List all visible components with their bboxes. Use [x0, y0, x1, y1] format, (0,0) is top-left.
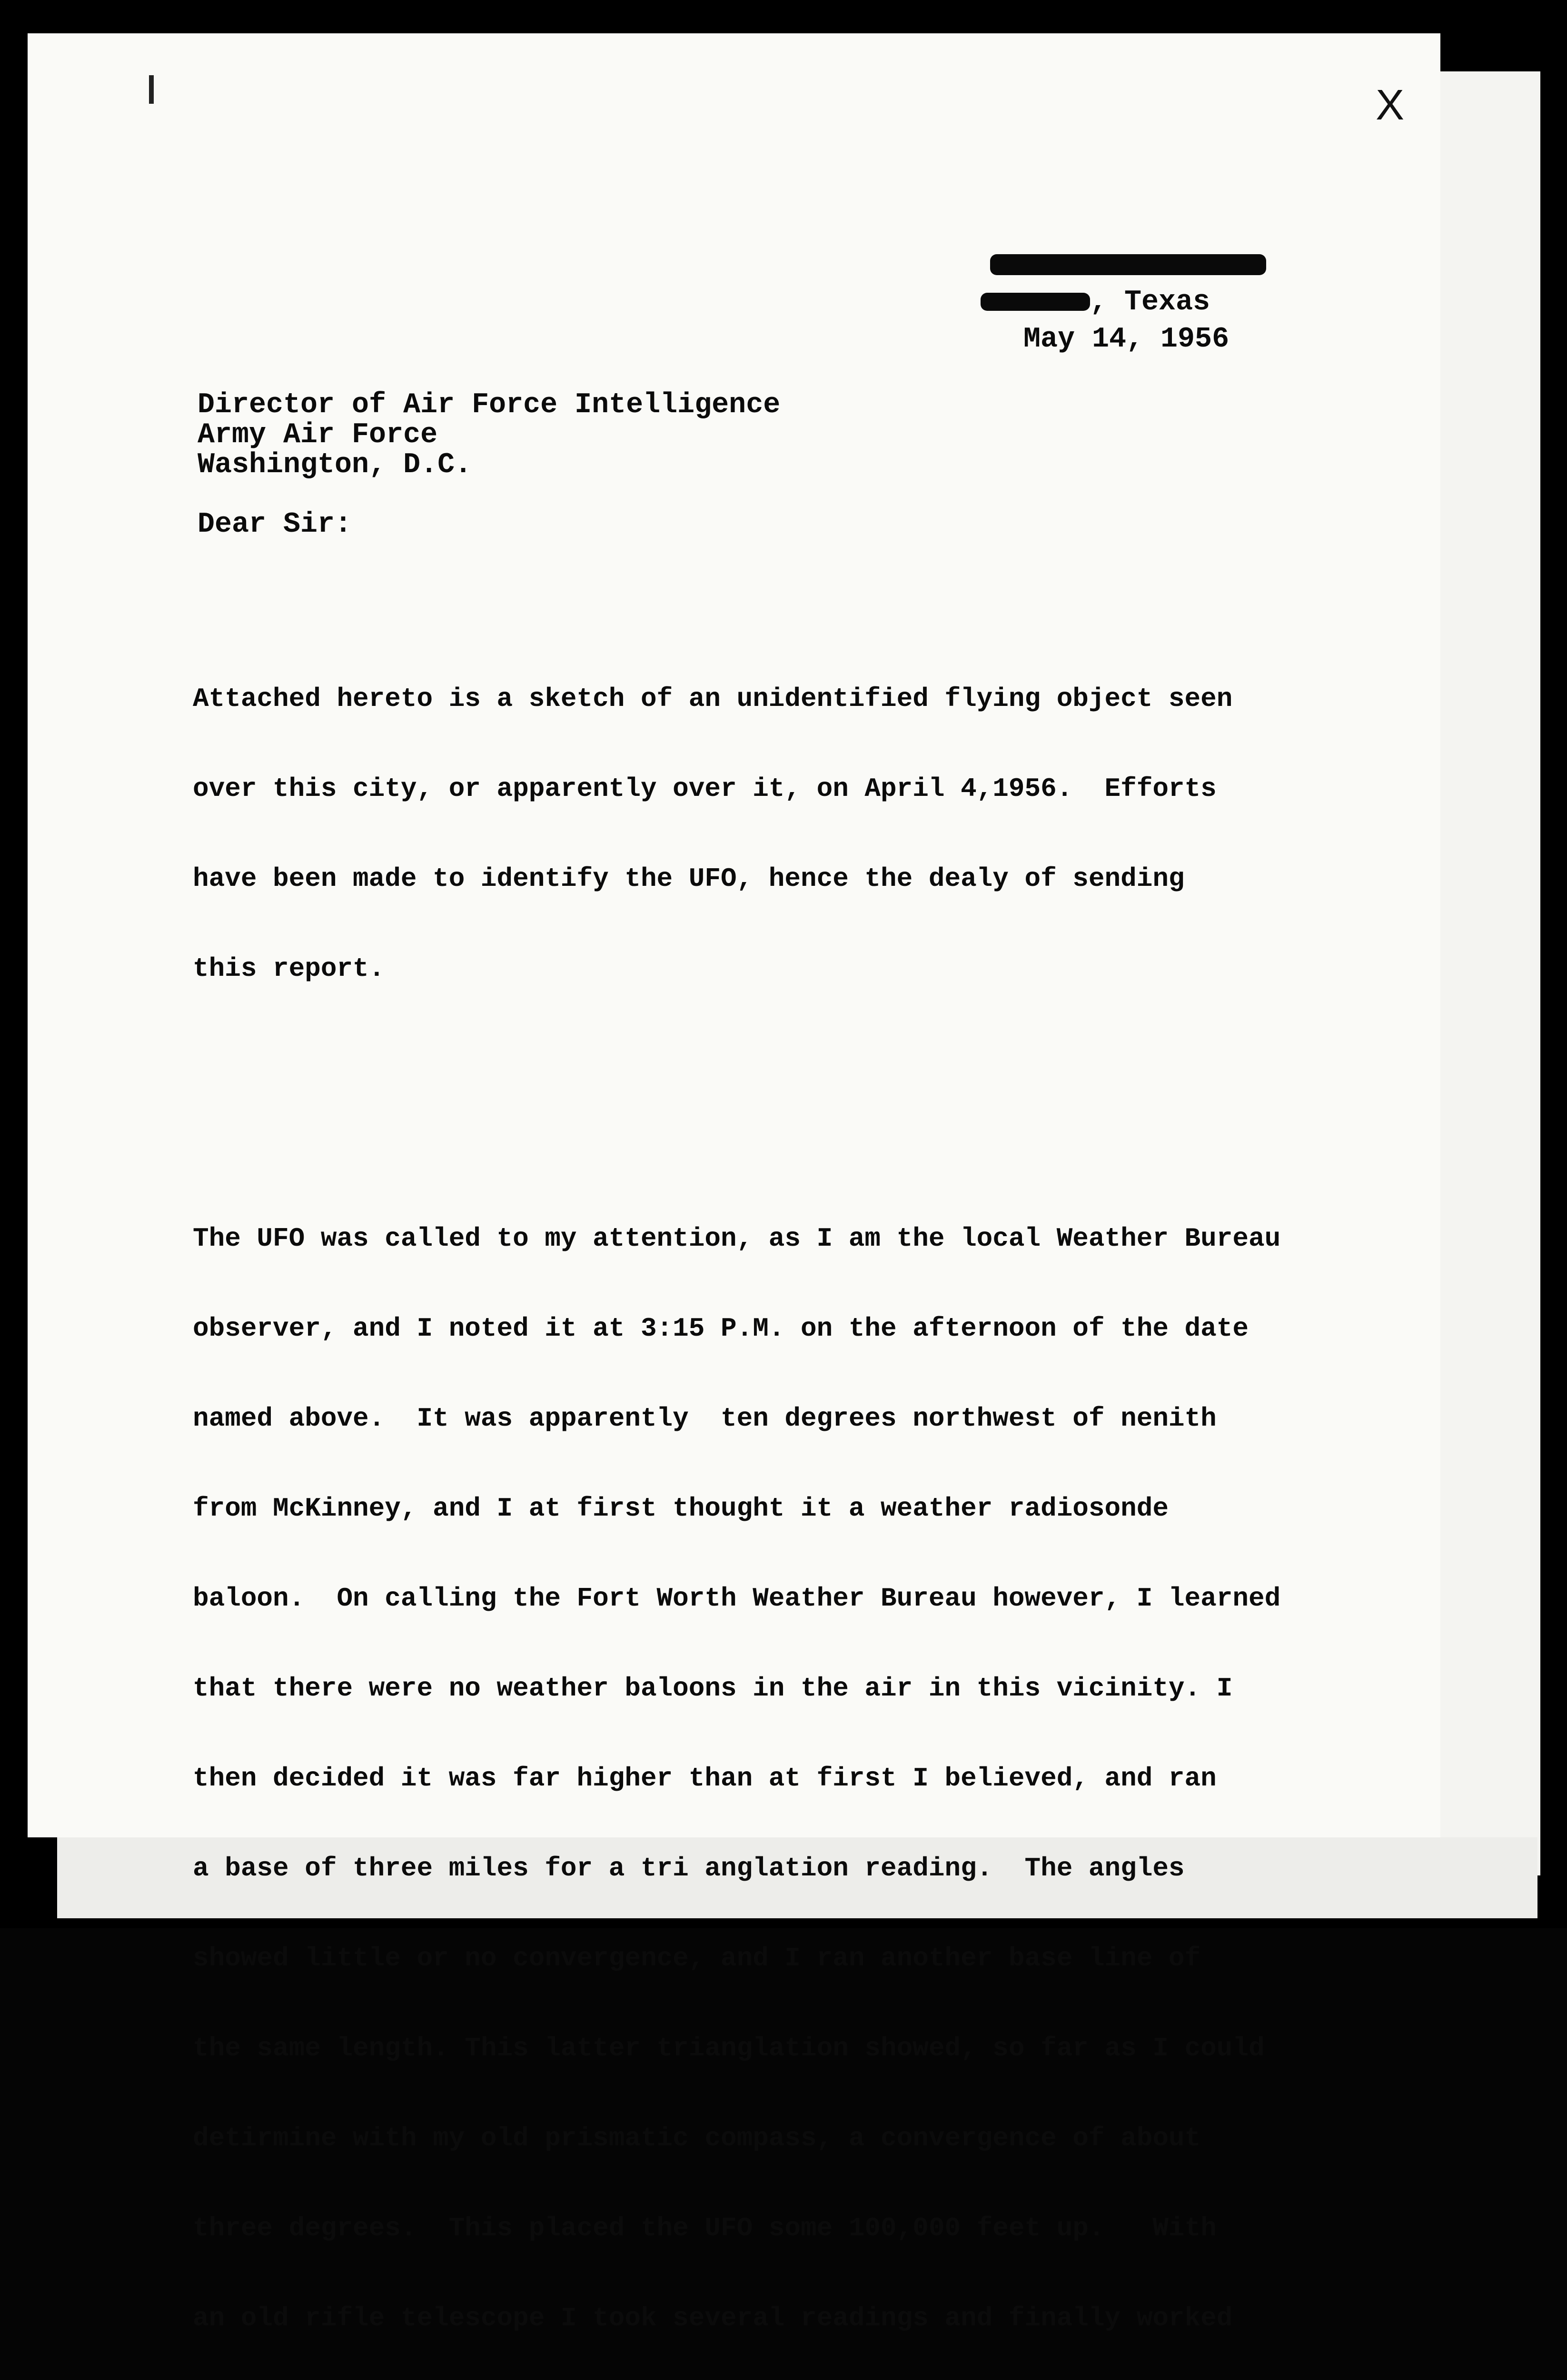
text-line: have been made to identify the UFO, hence the dealy of sending: [193, 863, 1185, 894]
scan-margin-right: [1440, 71, 1540, 1875]
heading-state: , Texas: [1090, 286, 1210, 318]
text-line: that there were no weather baloons in the air in this vicinity. I: [193, 1673, 1233, 1704]
text-line: showed little or no convergence, and I ran another base line of: [193, 1943, 1201, 1973]
salutation: Dear Sir:: [198, 508, 352, 541]
text-line: then decided it was far higher than at first I believed, and ran: [193, 1763, 1217, 1794]
letter-heading: [981, 247, 1266, 358]
redacted-address: [990, 254, 1266, 275]
paragraph-2: [193, 1164, 1430, 2380]
addressee-block: [198, 390, 780, 480]
text-line: Attached hereto is a sketch of an unidentified flying object seen: [193, 684, 1233, 714]
paragraph-1: [193, 624, 1430, 1044]
letter-date: May 14, 1956: [1023, 323, 1230, 356]
margin-tick-mark: [149, 75, 154, 104]
letter-body: [193, 564, 1430, 2380]
text-line: three degrees. This placed the UFO some 100,000 feet up. With: [193, 2213, 1217, 2243]
addressee-line: Director of Air Force Intelligence: [198, 389, 781, 421]
text-line: detirmine with my old prismatic compass, a convergence of about: [193, 2123, 1201, 2153]
text-line: from McKinney, and I at first thought it a weather radiosonde: [193, 1493, 1169, 1524]
text-line: named above. It was apparently ten degrees northwest of nenith: [193, 1403, 1217, 1434]
text-line: observer, and I noted it at 3:15 P.M. on the afternoon of the date: [193, 1313, 1249, 1344]
text-line: over this city, or apparently over it, on April 4,1956. Efforts: [193, 774, 1217, 804]
redacted-city: [981, 293, 1090, 311]
addressee-line: Army Air Force: [198, 419, 438, 451]
text-line: this report.: [193, 953, 385, 984]
margin-x-mark: X: [1376, 81, 1405, 129]
text-line: The UFO was called to my attention, as I am the local Weather Bureau: [193, 1223, 1281, 1254]
text-line: the same length. This latter trianglation showed, so far as I could: [193, 2033, 1265, 2063]
text-line: a base of three miles for a tri anglation reading. The angles: [193, 1853, 1185, 1884]
text-line: an old rifle telescope I took several readings and finally worked: [193, 2303, 1233, 2333]
text-line: baloon. On calling the Fort Worth Weather Bureau however, I learned: [193, 1583, 1281, 1614]
addressee-line: Washington, D.C.: [198, 449, 472, 481]
